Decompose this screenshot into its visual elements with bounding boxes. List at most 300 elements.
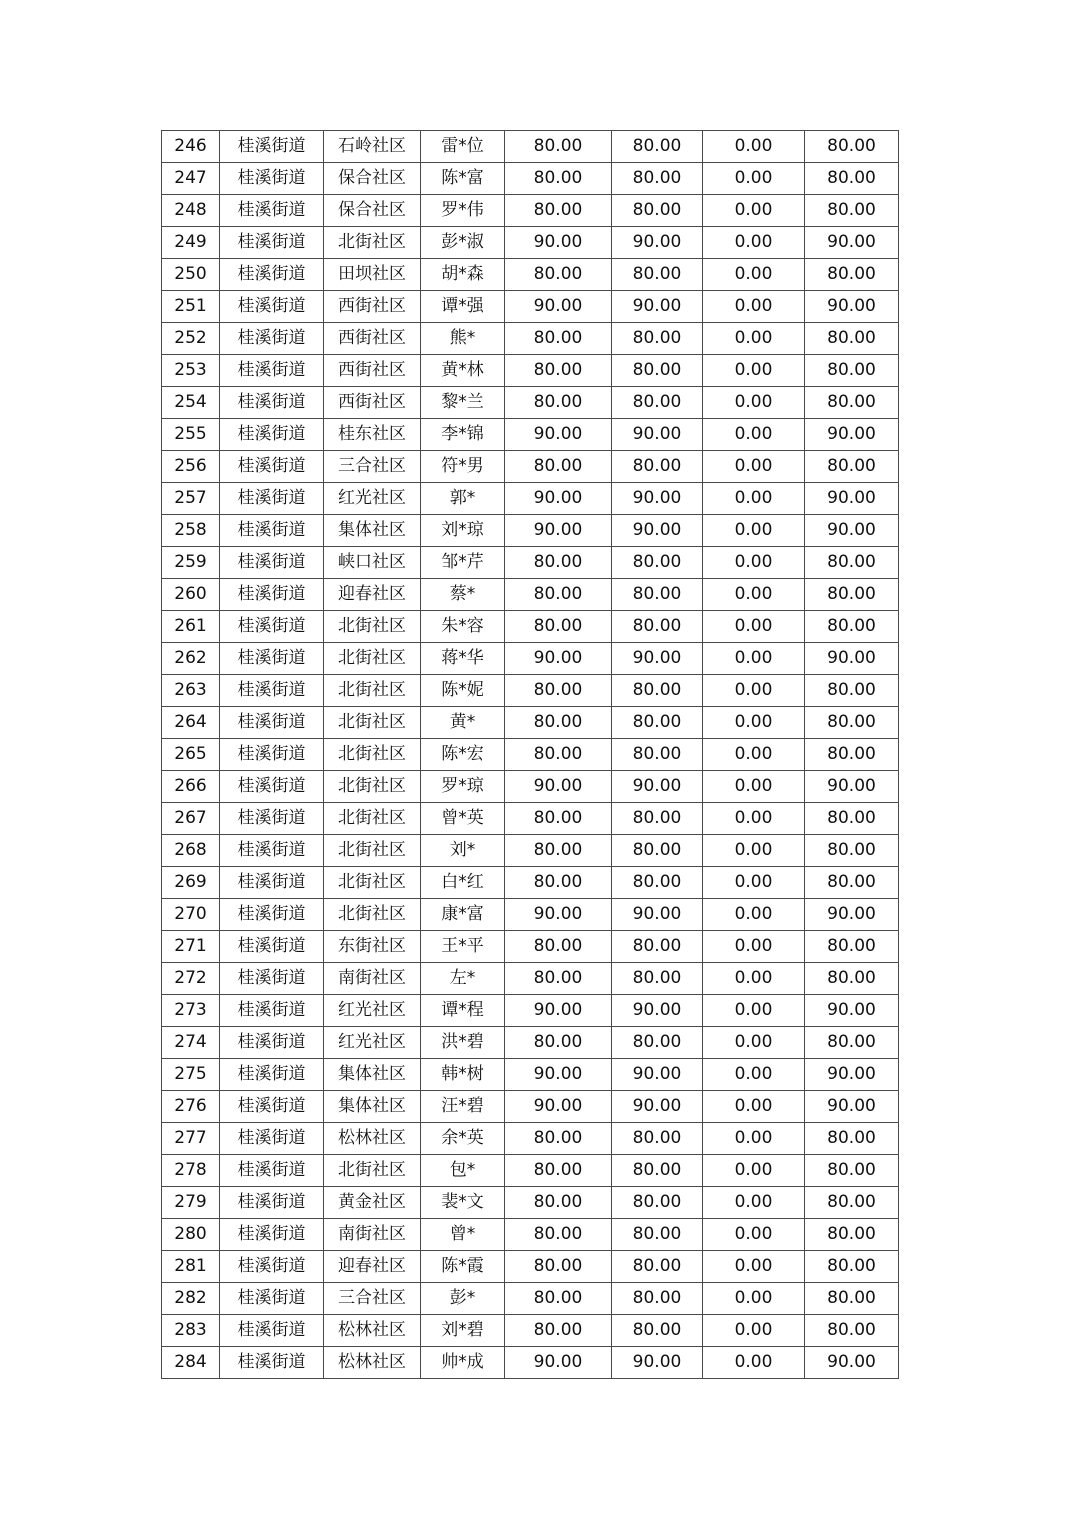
table-row [162,323,899,355]
amount-cell: 80.00 [505,803,612,835]
community-cell: 松林社区 [324,1315,421,1347]
amount-cell: 90.00 [612,643,703,675]
name-cell: 蔡* [421,579,505,611]
amount-cell: 80.00 [612,451,703,483]
community-cell: 北街社区 [324,771,421,803]
street-cell: 桂溪街道 [220,1219,324,1251]
community-cell: 红光社区 [324,1027,421,1059]
name-cell: 熊* [421,323,505,355]
row-number-cell: 261 [162,611,220,643]
amount-cell: 0.00 [703,739,805,771]
amount-cell: 80.00 [505,1123,612,1155]
street-cell: 桂溪街道 [220,547,324,579]
street-cell: 桂溪街道 [220,291,324,323]
street-cell: 桂溪街道 [220,931,324,963]
amount-cell: 80.00 [805,1251,899,1283]
amount-cell: 0.00 [703,515,805,547]
table-row [162,835,899,867]
amount-cell: 0.00 [703,1315,805,1347]
amount-cell: 80.00 [805,1027,899,1059]
amount-cell: 0.00 [703,227,805,259]
street-cell: 桂溪街道 [220,163,324,195]
amount-cell: 80.00 [505,1251,612,1283]
amount-cell: 80.00 [612,1251,703,1283]
name-cell: 包* [421,1155,505,1187]
amount-cell: 90.00 [505,1347,612,1379]
name-cell: 刘*碧 [421,1315,505,1347]
amount-cell: 0.00 [703,867,805,899]
amount-cell: 0.00 [703,1347,805,1379]
amount-cell: 90.00 [612,419,703,451]
table-row [162,579,899,611]
table-row [162,963,899,995]
amount-cell: 0.00 [703,931,805,963]
row-number-cell: 253 [162,355,220,387]
table-row [162,419,899,451]
amount-cell: 80.00 [505,387,612,419]
amount-cell: 0.00 [703,675,805,707]
amount-cell: 90.00 [805,643,899,675]
street-cell: 桂溪街道 [220,1283,324,1315]
amount-cell: 0.00 [703,355,805,387]
name-cell: 曾* [421,1219,505,1251]
amount-cell: 80.00 [805,579,899,611]
community-cell: 北街社区 [324,835,421,867]
amount-cell: 90.00 [805,1059,899,1091]
street-cell: 桂溪街道 [220,419,324,451]
row-number-cell: 260 [162,579,220,611]
name-cell: 黄* [421,707,505,739]
row-number-cell: 248 [162,195,220,227]
amount-cell: 0.00 [703,611,805,643]
street-cell: 桂溪街道 [220,323,324,355]
name-cell: 蒋*华 [421,643,505,675]
table-row [162,1219,899,1251]
table-row [162,771,899,803]
amount-cell: 80.00 [805,323,899,355]
table-row [162,611,899,643]
amount-cell: 0.00 [703,387,805,419]
amount-cell: 80.00 [612,803,703,835]
row-number-cell: 284 [162,1347,220,1379]
amount-cell: 80.00 [612,1187,703,1219]
amount-cell: 80.00 [805,131,899,163]
community-cell: 北街社区 [324,803,421,835]
table-row [162,355,899,387]
row-number-cell: 267 [162,803,220,835]
name-cell: 陈*妮 [421,675,505,707]
name-cell: 黄*林 [421,355,505,387]
table-row [162,163,899,195]
table-row [162,675,899,707]
street-cell: 桂溪街道 [220,1027,324,1059]
row-number-cell: 277 [162,1123,220,1155]
table-row [162,899,899,931]
amount-cell: 80.00 [805,1315,899,1347]
amount-cell: 80.00 [805,451,899,483]
amount-cell: 80.00 [505,611,612,643]
name-cell: 裴*文 [421,1187,505,1219]
community-cell: 田坝社区 [324,259,421,291]
community-cell: 迎春社区 [324,579,421,611]
amount-cell: 80.00 [505,963,612,995]
row-number-cell: 263 [162,675,220,707]
community-cell: 集体社区 [324,515,421,547]
amount-cell: 80.00 [612,131,703,163]
row-number-cell: 259 [162,547,220,579]
row-number-cell: 254 [162,387,220,419]
table-row [162,1155,899,1187]
amount-cell: 80.00 [612,963,703,995]
amount-cell: 80.00 [612,1283,703,1315]
amount-cell: 80.00 [805,547,899,579]
amount-cell: 80.00 [612,355,703,387]
amount-cell: 80.00 [505,131,612,163]
amount-cell: 90.00 [805,483,899,515]
row-number-cell: 278 [162,1155,220,1187]
table-row [162,515,899,547]
community-cell: 南街社区 [324,963,421,995]
row-number-cell: 268 [162,835,220,867]
amount-cell: 80.00 [805,867,899,899]
community-cell: 东街社区 [324,931,421,963]
row-number-cell: 281 [162,1251,220,1283]
amount-cell: 80.00 [505,835,612,867]
row-number-cell: 249 [162,227,220,259]
table-row [162,931,899,963]
amount-cell: 0.00 [703,643,805,675]
street-cell: 桂溪街道 [220,483,324,515]
row-number-cell: 246 [162,131,220,163]
street-cell: 桂溪街道 [220,739,324,771]
amount-cell: 0.00 [703,1187,805,1219]
community-cell: 松林社区 [324,1123,421,1155]
community-cell: 西街社区 [324,387,421,419]
amount-cell: 80.00 [805,963,899,995]
community-cell: 西街社区 [324,355,421,387]
name-cell: 谭*强 [421,291,505,323]
community-cell: 西街社区 [324,291,421,323]
amount-cell: 90.00 [805,419,899,451]
community-cell: 北街社区 [324,643,421,675]
amount-cell: 80.00 [805,195,899,227]
row-number-cell: 264 [162,707,220,739]
street-cell: 桂溪街道 [220,1187,324,1219]
amount-cell: 0.00 [703,1123,805,1155]
amount-cell: 80.00 [612,579,703,611]
row-number-cell: 269 [162,867,220,899]
amount-cell: 80.00 [612,739,703,771]
table-row [162,1283,899,1315]
amount-cell: 80.00 [612,707,703,739]
amount-cell: 80.00 [505,195,612,227]
amount-cell: 80.00 [805,931,899,963]
community-cell: 北街社区 [324,707,421,739]
amount-cell: 90.00 [612,771,703,803]
street-cell: 桂溪街道 [220,899,324,931]
amount-cell: 80.00 [612,163,703,195]
table-row [162,739,899,771]
table-row [162,1059,899,1091]
name-cell: 刘*琼 [421,515,505,547]
amount-cell: 80.00 [612,1123,703,1155]
name-cell: 余*英 [421,1123,505,1155]
amount-cell: 90.00 [505,995,612,1027]
amount-cell: 80.00 [612,1315,703,1347]
amount-cell: 80.00 [612,611,703,643]
community-cell: 北街社区 [324,611,421,643]
street-cell: 桂溪街道 [220,1315,324,1347]
community-cell: 红光社区 [324,995,421,1027]
amount-cell: 90.00 [612,899,703,931]
name-cell: 韩*树 [421,1059,505,1091]
amount-cell: 90.00 [505,771,612,803]
amount-cell: 90.00 [505,643,612,675]
amount-cell: 90.00 [805,1091,899,1123]
amount-cell: 90.00 [612,1347,703,1379]
street-cell: 桂溪街道 [220,803,324,835]
amount-cell: 0.00 [703,1027,805,1059]
amount-cell: 90.00 [805,227,899,259]
amount-cell: 80.00 [505,675,612,707]
amount-cell: 80.00 [612,259,703,291]
amount-cell: 80.00 [505,323,612,355]
name-cell: 洪*碧 [421,1027,505,1059]
amount-cell: 0.00 [703,579,805,611]
amount-cell: 0.00 [703,483,805,515]
amount-cell: 80.00 [612,323,703,355]
amount-cell: 90.00 [505,899,612,931]
community-cell: 红光社区 [324,483,421,515]
amount-cell: 90.00 [505,1091,612,1123]
amount-cell: 0.00 [703,323,805,355]
amount-cell: 80.00 [505,931,612,963]
amount-cell: 80.00 [505,1315,612,1347]
amount-cell: 80.00 [805,675,899,707]
row-number-cell: 279 [162,1187,220,1219]
amount-cell: 80.00 [612,867,703,899]
table-row [162,1251,899,1283]
table-row [162,483,899,515]
table-row [162,1187,899,1219]
amount-cell: 80.00 [505,1027,612,1059]
amount-cell: 90.00 [612,995,703,1027]
table-row [162,195,899,227]
row-number-cell: 252 [162,323,220,355]
name-cell: 白*红 [421,867,505,899]
row-number-cell: 272 [162,963,220,995]
amount-cell: 80.00 [505,451,612,483]
name-cell: 曾*英 [421,803,505,835]
row-number-cell: 276 [162,1091,220,1123]
name-cell: 朱*容 [421,611,505,643]
amount-cell: 80.00 [805,1283,899,1315]
amount-cell: 80.00 [805,1219,899,1251]
street-cell: 桂溪街道 [220,1347,324,1379]
amount-cell: 0.00 [703,547,805,579]
name-cell: 罗*伟 [421,195,505,227]
row-number-cell: 258 [162,515,220,547]
community-cell: 北街社区 [324,675,421,707]
row-number-cell: 273 [162,995,220,1027]
name-cell: 陈*宏 [421,739,505,771]
amount-cell: 0.00 [703,803,805,835]
amount-cell: 90.00 [805,1347,899,1379]
amount-cell: 0.00 [703,259,805,291]
table-row [162,1347,899,1379]
amount-cell: 0.00 [703,195,805,227]
street-cell: 桂溪街道 [220,643,324,675]
name-cell: 陈*霞 [421,1251,505,1283]
amount-cell: 90.00 [612,291,703,323]
table-row [162,227,899,259]
table-row [162,1091,899,1123]
name-cell: 符*男 [421,451,505,483]
amount-cell: 90.00 [805,995,899,1027]
amount-cell: 0.00 [703,163,805,195]
name-cell: 胡*森 [421,259,505,291]
amount-cell: 90.00 [612,483,703,515]
table-row [162,707,899,739]
amount-cell: 80.00 [612,387,703,419]
community-cell: 西街社区 [324,323,421,355]
amount-cell: 80.00 [805,163,899,195]
street-cell: 桂溪街道 [220,579,324,611]
name-cell: 黎*兰 [421,387,505,419]
amount-cell: 90.00 [805,515,899,547]
amount-cell: 80.00 [805,1155,899,1187]
name-cell: 王*平 [421,931,505,963]
street-cell: 桂溪街道 [220,675,324,707]
name-cell: 刘* [421,835,505,867]
community-cell: 峡口社区 [324,547,421,579]
amount-cell: 80.00 [505,1219,612,1251]
amount-cell: 90.00 [612,1091,703,1123]
row-number-cell: 270 [162,899,220,931]
amount-cell: 80.00 [505,707,612,739]
table-row [162,259,899,291]
name-cell: 康*富 [421,899,505,931]
row-number-cell: 251 [162,291,220,323]
name-cell: 汪*碧 [421,1091,505,1123]
amount-cell: 90.00 [612,515,703,547]
amount-cell: 80.00 [612,547,703,579]
table-row [162,803,899,835]
table-row [162,1123,899,1155]
street-cell: 桂溪街道 [220,195,324,227]
community-cell: 桂东社区 [324,419,421,451]
amount-cell: 80.00 [505,163,612,195]
street-cell: 桂溪街道 [220,131,324,163]
street-cell: 桂溪街道 [220,995,324,1027]
amount-cell: 0.00 [703,1155,805,1187]
community-cell: 北街社区 [324,867,421,899]
amount-cell: 80.00 [612,195,703,227]
table-row [162,643,899,675]
amount-cell: 80.00 [612,1027,703,1059]
table-row [162,1027,899,1059]
table-row [162,131,899,163]
street-cell: 桂溪街道 [220,1059,324,1091]
table-row [162,451,899,483]
name-cell: 邹*芹 [421,547,505,579]
amount-cell: 0.00 [703,835,805,867]
amount-cell: 80.00 [612,1219,703,1251]
street-cell: 桂溪街道 [220,1123,324,1155]
row-number-cell: 262 [162,643,220,675]
name-cell: 陈*富 [421,163,505,195]
row-number-cell: 256 [162,451,220,483]
amount-cell: 0.00 [703,995,805,1027]
row-number-cell: 250 [162,259,220,291]
street-cell: 桂溪街道 [220,451,324,483]
table-row [162,547,899,579]
amount-cell: 80.00 [505,739,612,771]
street-cell: 桂溪街道 [220,611,324,643]
community-cell: 北街社区 [324,739,421,771]
row-number-cell: 283 [162,1315,220,1347]
community-cell: 石岭社区 [324,131,421,163]
amount-cell: 0.00 [703,1219,805,1251]
name-cell: 左* [421,963,505,995]
amount-cell: 80.00 [505,1283,612,1315]
community-cell: 三合社区 [324,451,421,483]
street-cell: 桂溪街道 [220,963,324,995]
row-number-cell: 275 [162,1059,220,1091]
row-number-cell: 265 [162,739,220,771]
community-cell: 松林社区 [324,1347,421,1379]
amount-cell: 0.00 [703,771,805,803]
community-cell: 南街社区 [324,1219,421,1251]
community-cell: 集体社区 [324,1059,421,1091]
community-cell: 北街社区 [324,227,421,259]
name-cell: 李*锦 [421,419,505,451]
row-number-cell: 271 [162,931,220,963]
name-cell: 彭*淑 [421,227,505,259]
row-number-cell: 274 [162,1027,220,1059]
amount-cell: 90.00 [805,291,899,323]
table-body [162,131,899,1379]
amount-cell: 80.00 [505,1187,612,1219]
amount-cell: 0.00 [703,1059,805,1091]
name-cell: 雷*位 [421,131,505,163]
community-cell: 集体社区 [324,1091,421,1123]
street-cell: 桂溪街道 [220,1251,324,1283]
amount-cell: 80.00 [505,355,612,387]
amount-cell: 90.00 [505,515,612,547]
amount-cell: 80.00 [505,547,612,579]
street-cell: 桂溪街道 [220,707,324,739]
amount-cell: 0.00 [703,963,805,995]
street-cell: 桂溪街道 [220,1155,324,1187]
row-number-cell: 257 [162,483,220,515]
amount-cell: 90.00 [505,291,612,323]
row-number-cell: 247 [162,163,220,195]
name-cell: 帅*成 [421,1347,505,1379]
community-cell: 迎春社区 [324,1251,421,1283]
amount-cell: 80.00 [612,931,703,963]
amount-cell: 0.00 [703,1283,805,1315]
amount-cell: 80.00 [805,835,899,867]
amount-cell: 80.00 [612,835,703,867]
amount-cell: 80.00 [805,611,899,643]
amount-cell: 80.00 [805,259,899,291]
street-cell: 桂溪街道 [220,835,324,867]
community-cell: 保合社区 [324,163,421,195]
amount-cell: 0.00 [703,1251,805,1283]
community-cell: 三合社区 [324,1283,421,1315]
amount-cell: 80.00 [805,739,899,771]
